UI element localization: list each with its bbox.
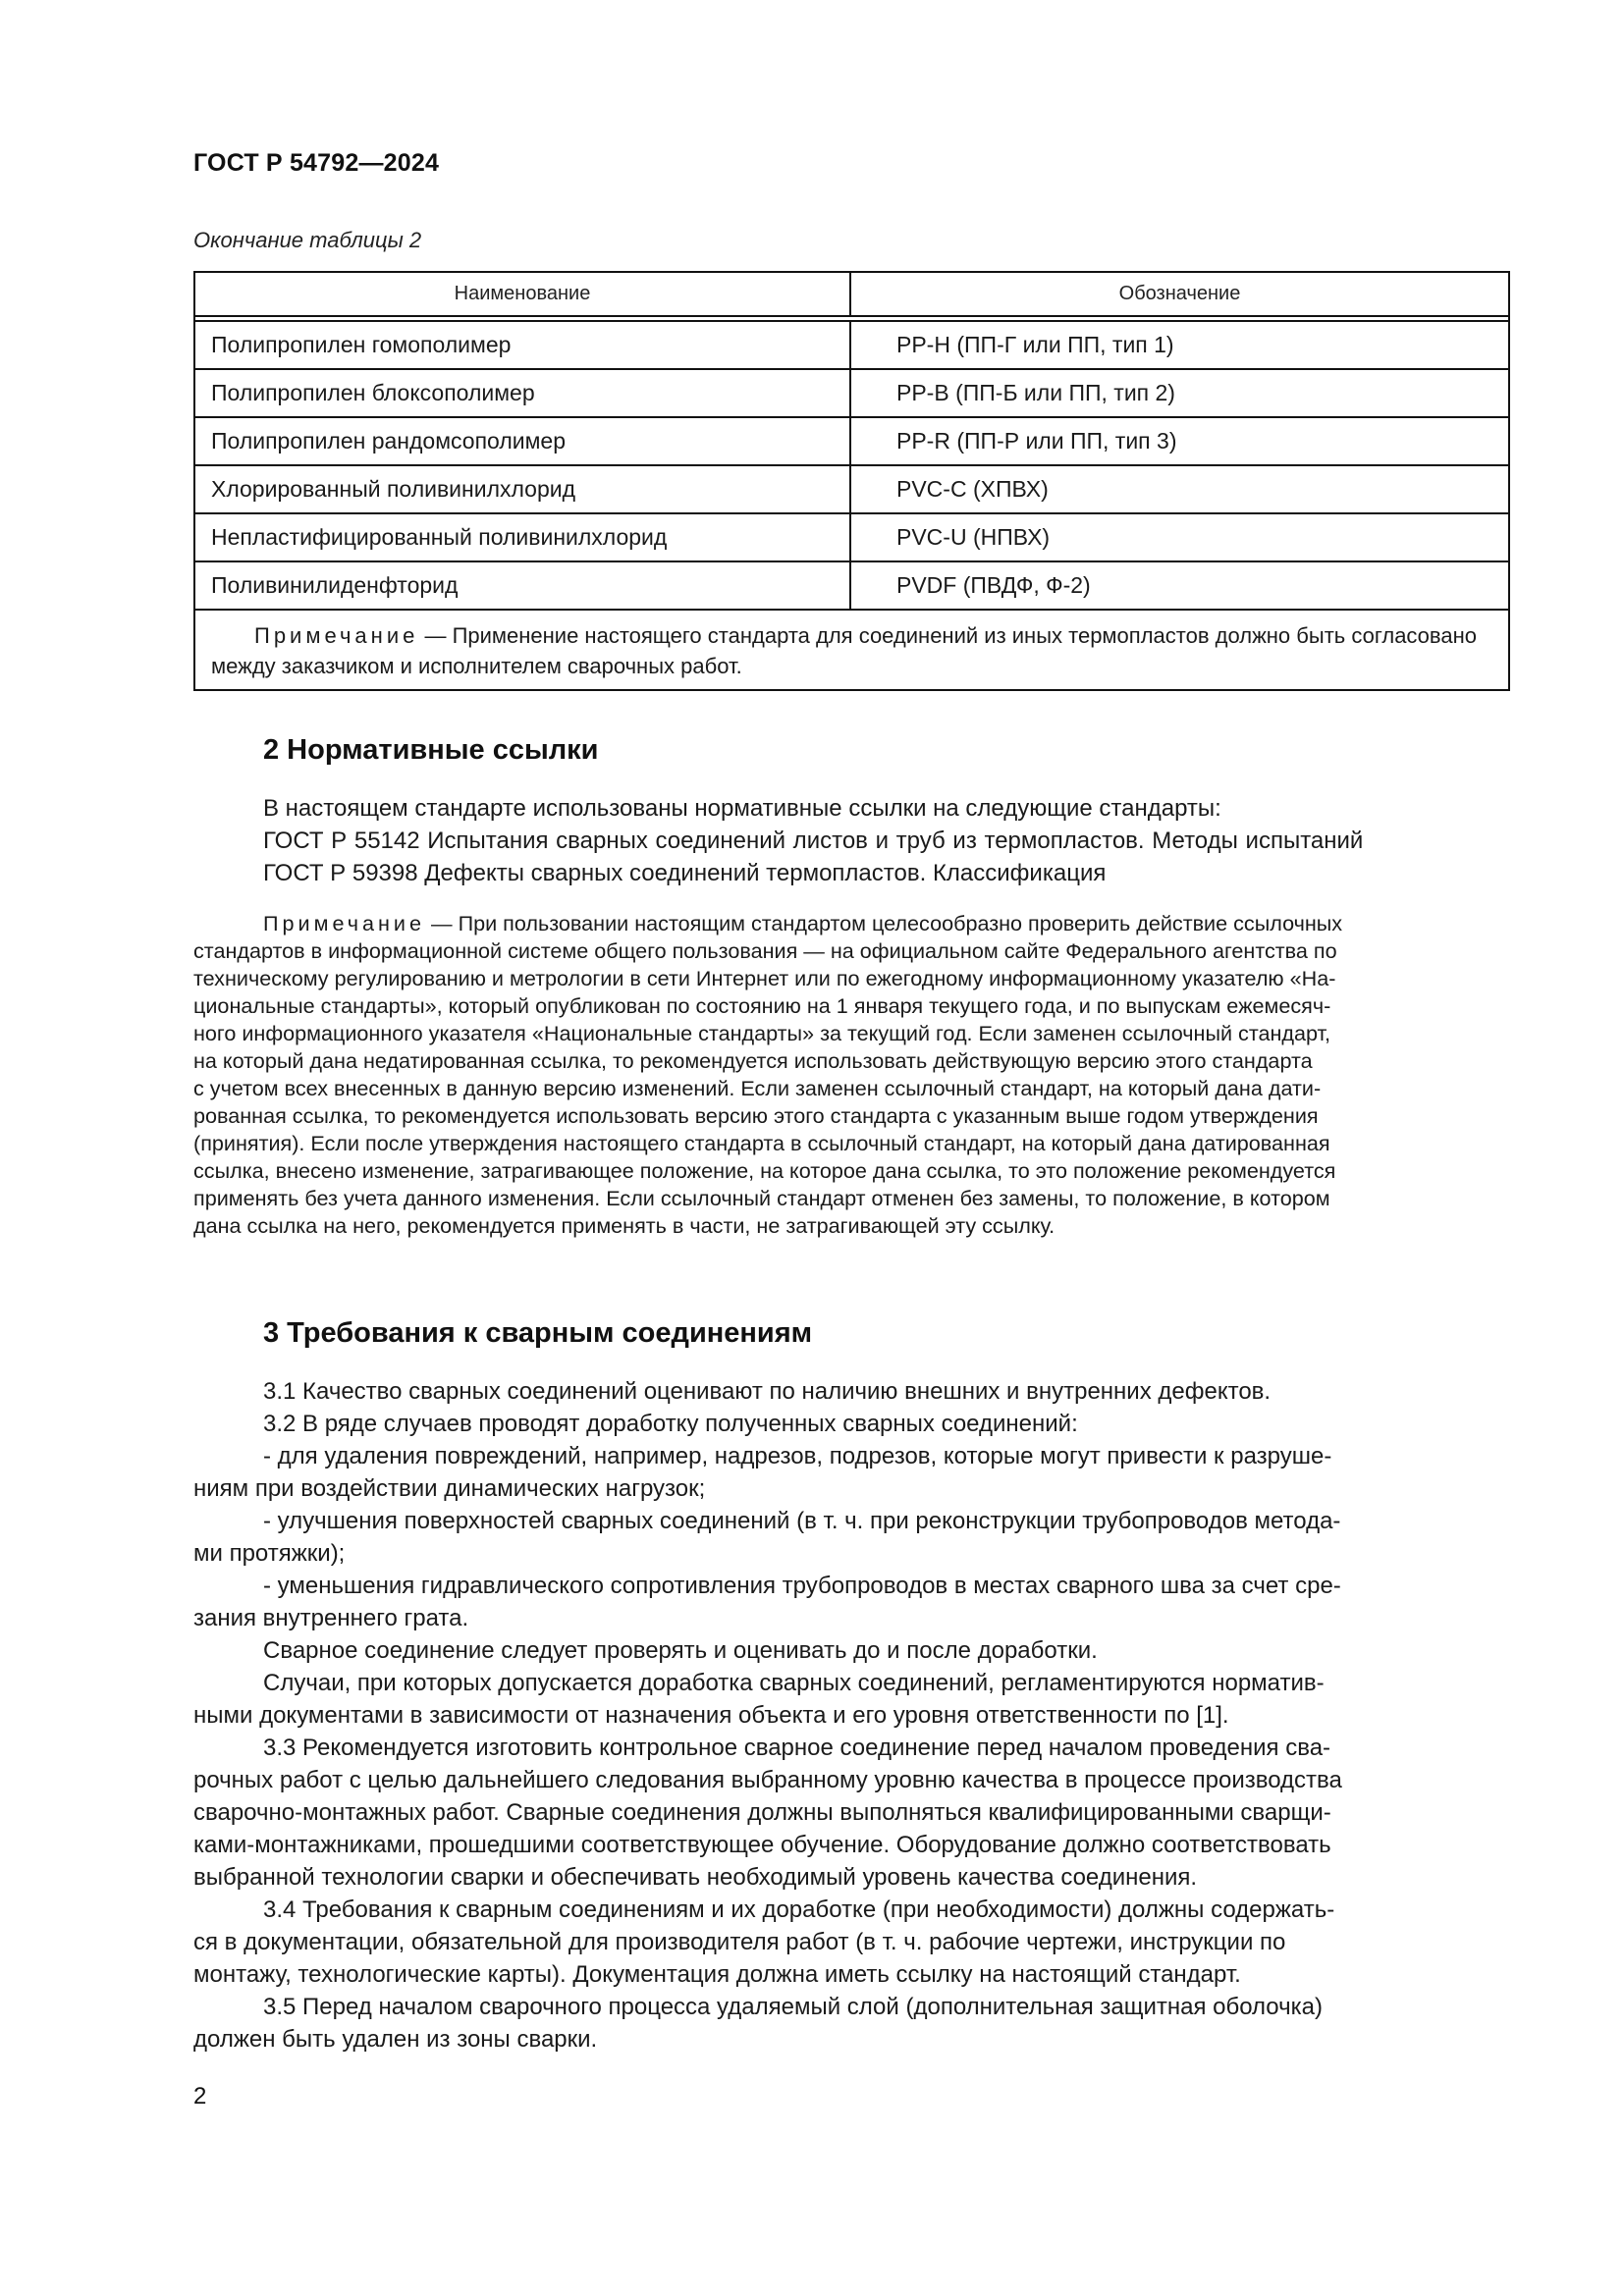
table-row: [195, 322, 1508, 370]
section-heading-normative-references: 2 Нормативные ссылки: [263, 734, 599, 766]
cell-name: Полипропилен рандомсополимер: [195, 418, 851, 464]
section2-note-line: техническому регулированию и метрологии в сети Интернет или по ежегодному информационному указателю «На-: [193, 966, 1336, 990]
section2-note-line: применять без учета данного изменения. Если ссылочный стандарт отменен без замены, то положение, в котором: [193, 1186, 1330, 1210]
clause-text-line: ся в документации, обязательной для производителя работ (в т. ч. рабочие чертежи, инструкции по: [193, 1929, 1286, 1955]
section2-note-line: дана ссылка на него, рекомендуется применять в части, не затрагивающей эту ссылку.: [193, 1213, 1056, 1238]
clause-text-line: - уменьшения гидравлического сопротивления трубопроводов в местах сварного шва за счет сре-: [263, 1573, 1341, 1599]
document-id-header: ГОСТ Р 54792—2024: [193, 149, 440, 177]
note-label: Примечание: [263, 911, 425, 935]
table-row: [195, 370, 1508, 418]
cell-name: Хлорированный поливинилхлорид: [195, 466, 851, 512]
clause-text-line: ми протяжки);: [193, 1540, 346, 1567]
clause-text-line: - улучшения поверхностей сварных соединений (в т. ч. при реконструкции трубопроводов метода-: [263, 1508, 1341, 1534]
reference-item: ГОСТ Р 59398 Дефекты сварных соединений термопластов. Классификация: [263, 860, 1107, 886]
table-note: [195, 611, 1508, 689]
clause-text-line: - для удаления повреждений, например, надрезов, подрезов, которые могут привести к разруше-: [263, 1443, 1332, 1469]
cell-name: Непластифицированный поливинилхлорид: [195, 514, 851, 561]
clause-text-line: сварочно-монтажных работ. Сварные соединения должны выполняться квалифицированными сварщи-: [193, 1799, 1331, 1826]
note-text: — Применение настоящего стандарта для соединений из иных термопластов должно быть согласовано между заказчиком и исполнителем сварочных работ.: [211, 623, 1477, 678]
section-heading-welded-joint-requirements: 3 Требования к сварным соединениям: [263, 1317, 813, 1349]
section2-note-line: с учетом всех внесенных в данную версию изменений. Если заменен ссылочный стандарт, на который дана дати-: [193, 1076, 1322, 1100]
clause-text-line: Случаи, при которых допускается доработка сварных соединений, регламентируются норматив-: [263, 1670, 1325, 1696]
section2-note-line: рованная ссылка, то рекомендуется использовать версию этого стандарта с указанным выше годом утверждения: [193, 1103, 1319, 1128]
section2-intro: В настоящем стандарте использованы нормативные ссылки на следующие стандарты:: [263, 795, 1221, 822]
cell-name: Поливинилиденфторид: [195, 562, 851, 609]
table-row: [195, 514, 1508, 562]
clause-3-1: 3.1 Качество сварных соединений оценивают по наличию внешних и внутренних дефектов.: [263, 1378, 1272, 1405]
clause-text-line: должен быть удален из зоны сварки.: [193, 2026, 598, 2053]
clause-text-line: монтажу, технологические карты). Документация должна иметь ссылку на настоящий стандарт.: [193, 1961, 1241, 1988]
table-row: [195, 418, 1508, 466]
table-caption: Окончание таблицы 2: [193, 228, 422, 252]
table-row: [195, 466, 1508, 514]
cell-designation: PP-R (ПП-Р или ПП, тип 3): [896, 428, 1177, 454]
clause-3-5: 3.5 Перед началом сварочного процесса удаляемый слой (дополнительная защитная оболочка): [263, 1994, 1323, 2020]
clause-3-4: 3.4 Требования к сварным соединениям и их доработке (при необходимости) должны содержать-: [263, 1896, 1335, 1923]
section2-note-line: циональные стандарты», который опубликован по состоянию на 1 января текущего года, и по выпускам ежемесяч-: [193, 993, 1331, 1018]
clause-3-2: 3.2 В ряде случаев проводят доработку полученных сварных соединений:: [263, 1411, 1078, 1437]
note-label: Примечание: [254, 623, 419, 648]
column-header-designation: Обозначение: [1118, 283, 1241, 304]
section2-note-line: (принятия). Если после утверждения настоящего стандарта в ссылочный стандарт, на который дана датированная: [193, 1131, 1330, 1155]
clause-text-line: Сварное соединение следует проверять и оценивать до и после доработки.: [263, 1637, 1098, 1664]
table-header-row: [195, 273, 1508, 317]
clause-text-line: зания внутреннего грата.: [193, 1605, 469, 1631]
cell-designation: PVDF (ПВДФ, Ф-2): [896, 572, 1091, 598]
column-header-name: Наименование: [195, 273, 851, 315]
cell-designation: PP-B (ПП-Б или ПП, тип 2): [896, 380, 1175, 405]
cell-designation: PP-H (ПП-Г или ПП, тип 1): [896, 332, 1174, 357]
section2-note-line: ного информационного указателя «Национальные стандарты» за текущий год. Если заменен ссылочный стандарт,: [193, 1021, 1331, 1045]
cell-designation: PVC-U (НПВХ): [896, 524, 1051, 550]
section2-note-line: на который дана недатированная ссылка, то рекомендуется использовать действующую версию этого стандарта: [193, 1048, 1313, 1073]
clause-text-line: ками-монтажниками, прошедшими соответствующее обучение. Оборудование должно соответствовать: [193, 1832, 1331, 1858]
section2-note-line: Примечание — При пользовании настоящим стандартом целесообразно проверить действие ссылочных: [263, 911, 1343, 935]
clause-text-line: ниям при воздействии динамических нагрузок;: [193, 1475, 706, 1502]
clause-3-3: 3.3 Рекомендуется изготовить контрольное сварное соединение перед началом проведения сва-: [263, 1735, 1331, 1761]
cell-designation: PVC-C (ХПВХ): [896, 476, 1049, 502]
page-number: 2: [193, 2083, 207, 2109]
cell-name: Полипропилен гомополимер: [195, 322, 851, 368]
designations-table: [193, 271, 1510, 691]
clause-text-line: рочных работ с целью дальнейшего следования выбранному уровню качества в процессе производства: [193, 1767, 1342, 1793]
section2-note-line: стандартов в информационной системе общего пользования — на официальном сайте Федерального агентства по: [193, 938, 1337, 963]
section2-note-line: ссылка, внесено изменение, затрагивающее положение, на которое дана ссылка, то это положение рекомендуется: [193, 1158, 1336, 1183]
table-row: [195, 562, 1508, 611]
cell-name: Полипропилен блоксополимер: [195, 370, 851, 416]
reference-item: ГОСТ Р 55142 Испытания сварных соединений листов и труб из термопластов. Методы испытаний: [263, 828, 1364, 854]
clause-text-line: выбранной технологии сварки и обеспечивать необходимый уровень качества соединения.: [193, 1864, 1198, 1891]
clause-text-line: ными документами в зависимости от назначения объекта и его уровня ответственности по [1].: [193, 1702, 1229, 1729]
